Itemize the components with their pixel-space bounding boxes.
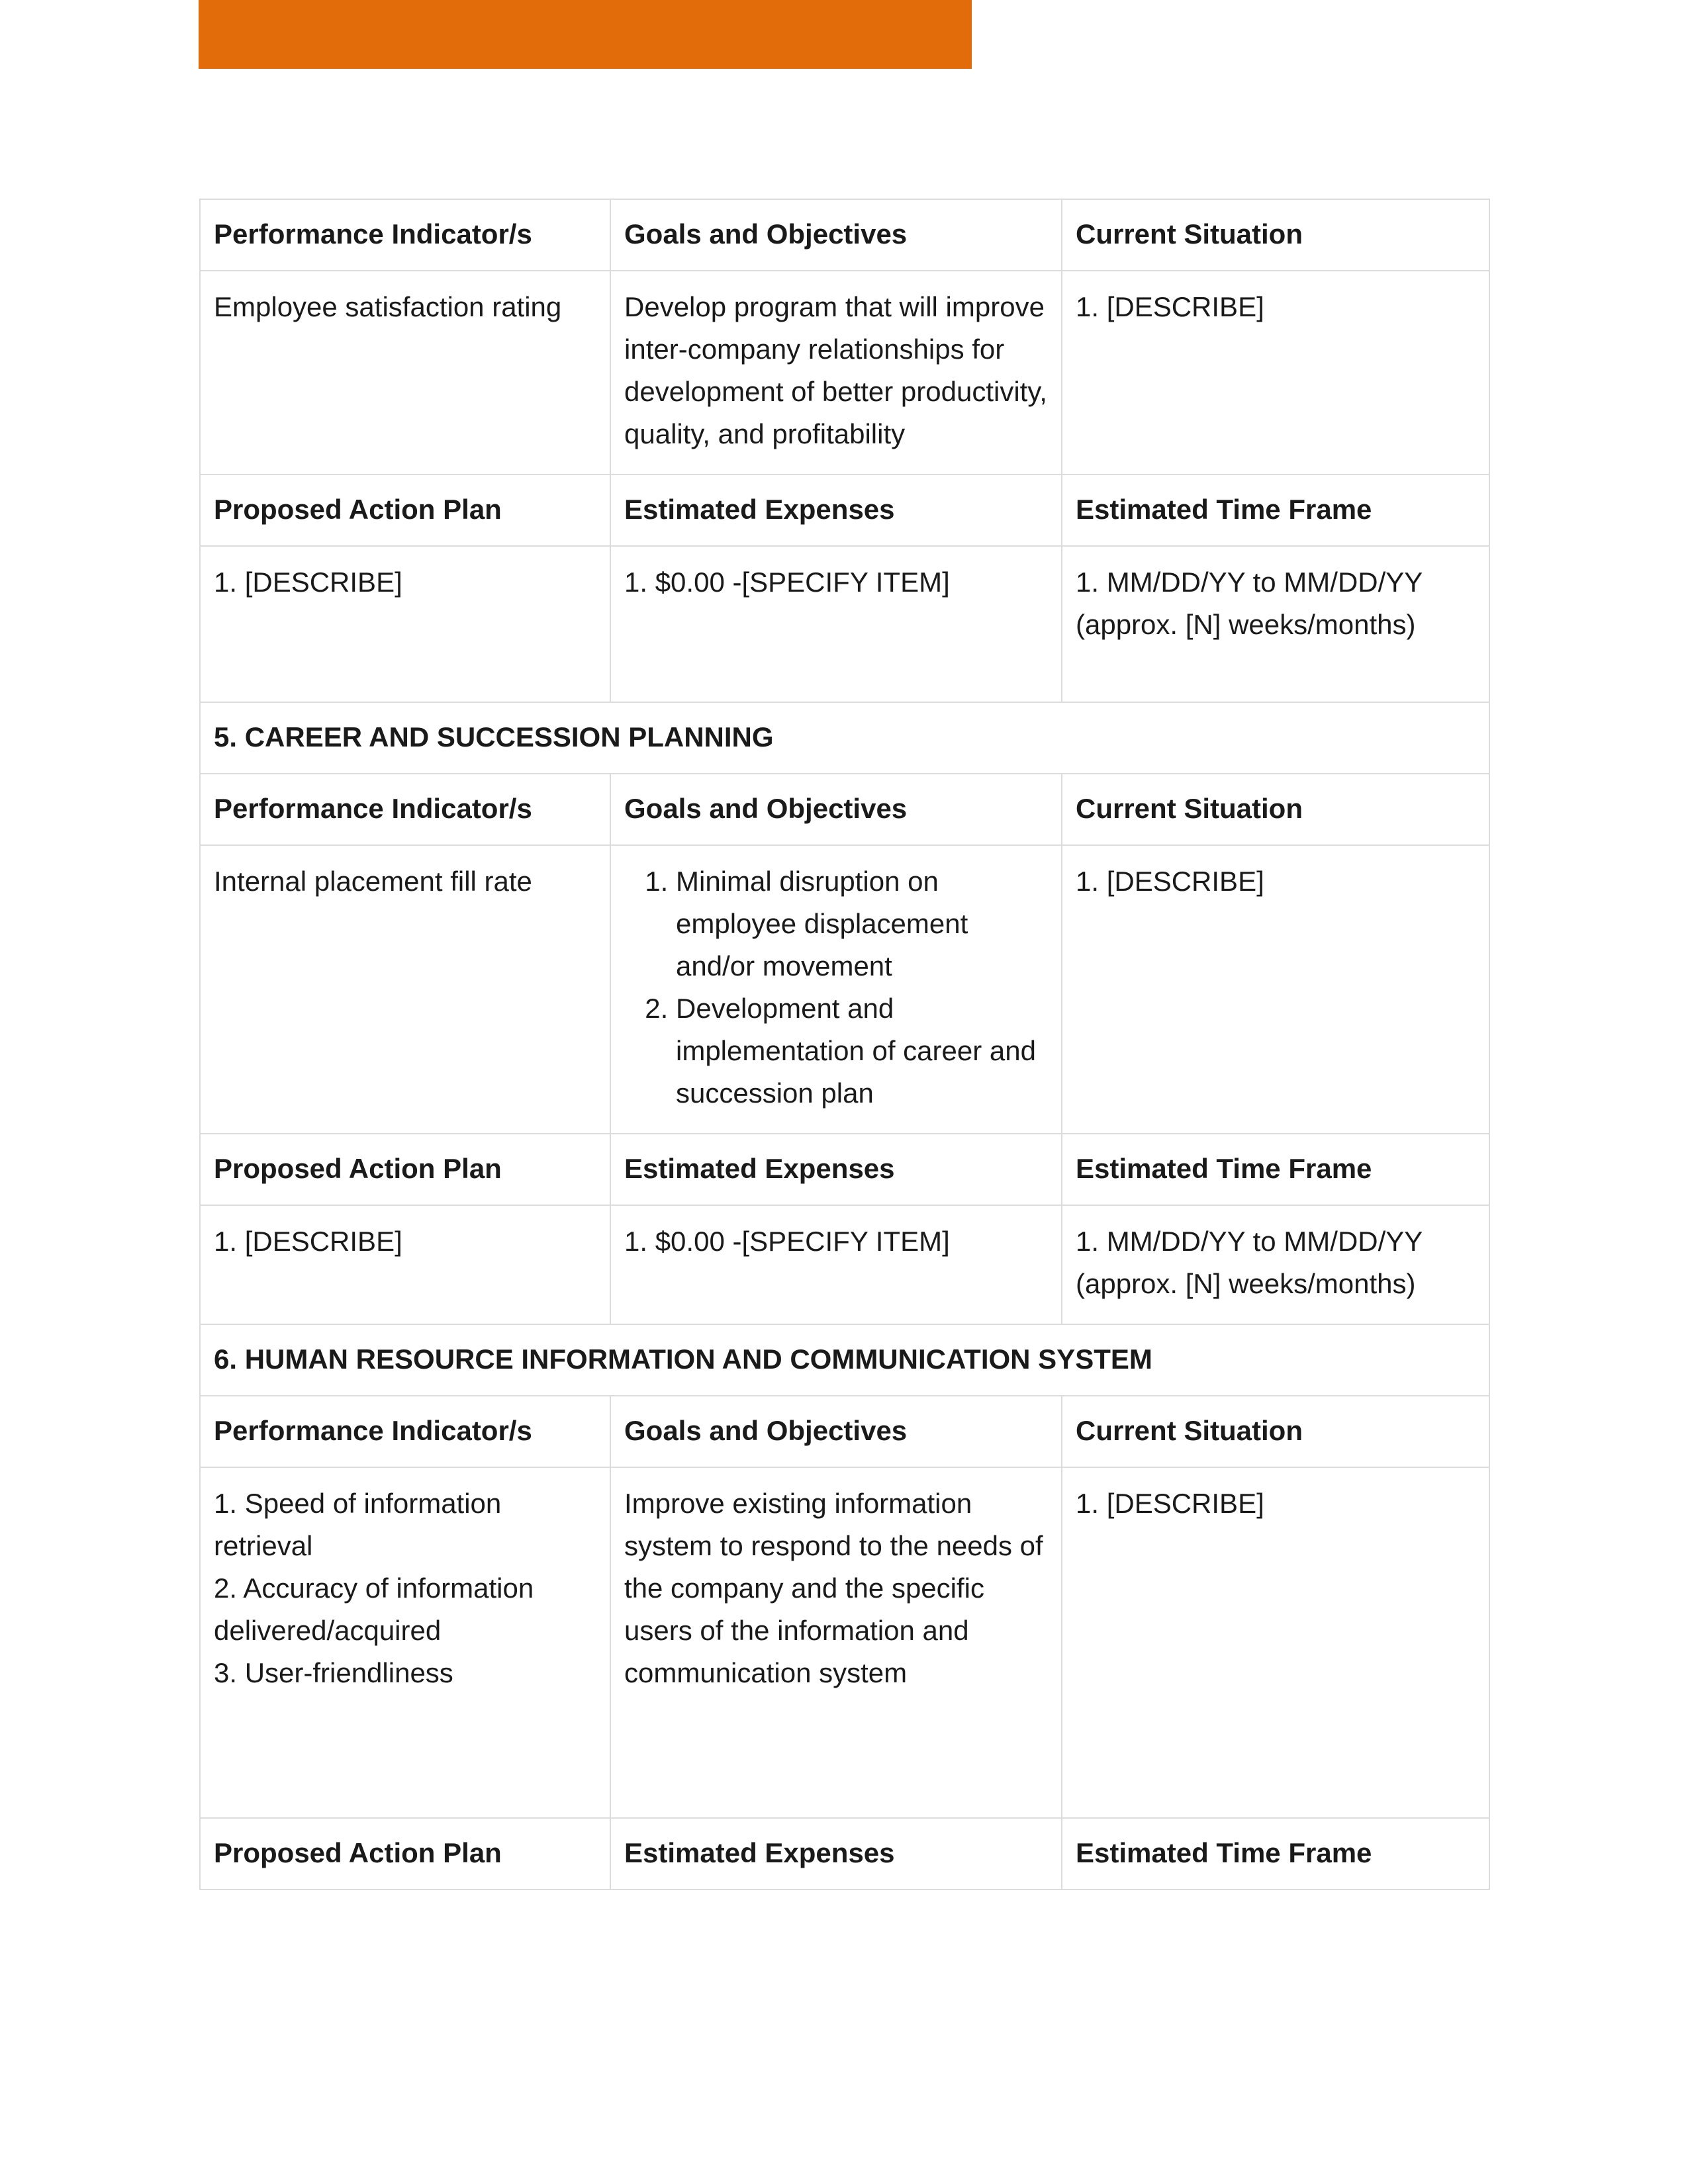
cell-situation: 1. [DESCRIBE] [1062,1467,1489,1818]
table-row [200,271,1489,475]
header-expenses: Estimated Expenses [610,475,1062,546]
header-expenses: Estimated Expenses [610,1818,1062,1889]
table-header-row [200,1818,1489,1889]
header-performance-indicator: Performance Indicator/s [200,199,610,271]
section-title: 6. HUMAN RESOURCE INFORMATION AND COMMUNICATION SYSTEM [200,1324,1489,1396]
cell-goals: Improve existing information system to respond to the needs of the company and the specific users of the information and communication system [610,1467,1062,1818]
cell-expenses: 1. $0.00 -[SPECIFY ITEM] [610,1205,1062,1324]
header-expenses: Estimated Expenses [610,1134,1062,1205]
header-action-plan: Proposed Action Plan [200,1818,610,1889]
table-header-row [200,1134,1489,1205]
cell-situation: 1. [DESCRIBE] [1062,271,1489,475]
table-row [200,1205,1489,1324]
header-goals-objectives: Goals and Objectives [610,1396,1062,1467]
section-title: 5. CAREER AND SUCCESSION PLANNING [200,702,1489,774]
cell-indicator: Employee satisfaction rating [200,271,610,475]
table-header-row [200,475,1489,546]
list-item: 2. Development and implementation of career and succession plan [676,987,1048,1115]
header-action-plan: Proposed Action Plan [200,1134,610,1205]
cell-goals: Develop program that will improve inter-company relationships for development of better productivity, quality, and profitability [610,271,1062,475]
table-header-row [200,199,1489,271]
header-action-plan: Proposed Action Plan [200,475,610,546]
section-title-row [200,1324,1489,1396]
cell-time-frame: 1. MM/DD/YY to MM/DD/YY (approx. [N] weeks/months) [1062,1205,1489,1324]
header-time-frame: Estimated Time Frame [1062,475,1489,546]
header-accent-bar [199,0,972,69]
table-row [200,845,1489,1134]
cell-goals [610,845,1062,1134]
cell-time-frame: 1. MM/DD/YY to MM/DD/YY (approx. [N] weeks/months) [1062,546,1489,702]
header-current-situation: Current Situation [1062,199,1489,271]
list-item: 1. Minimal disruption on employee displacement and/or movement [676,860,1048,987]
table-row [200,546,1489,702]
cell-expenses: 1. $0.00 -[SPECIFY ITEM] [610,546,1062,702]
cell-indicator: Internal placement fill rate [200,845,610,1134]
table-header-row [200,1396,1489,1467]
header-time-frame: Estimated Time Frame [1062,1134,1489,1205]
goals-list [624,860,1048,1115]
header-time-frame: Estimated Time Frame [1062,1818,1489,1889]
table-header-row [200,774,1489,845]
cell-action-plan: 1. [DESCRIBE] [200,1205,610,1324]
cell-action-plan: 1. [DESCRIBE] [200,546,610,702]
header-performance-indicator: Performance Indicator/s [200,1396,610,1467]
table-row [200,1467,1489,1818]
header-performance-indicator: Performance Indicator/s [200,774,610,845]
section-title-row [200,702,1489,774]
header-goals-objectives: Goals and Objectives [610,199,1062,271]
header-current-situation: Current Situation [1062,1396,1489,1467]
cell-situation: 1. [DESCRIBE] [1062,845,1489,1134]
hr-plan-table [199,199,1490,1890]
header-current-situation: Current Situation [1062,774,1489,845]
header-goals-objectives: Goals and Objectives [610,774,1062,845]
cell-indicator: 1. Speed of information retrieval 2. Accuracy of information delivered/acquired 3. User-friendliness [200,1467,610,1818]
